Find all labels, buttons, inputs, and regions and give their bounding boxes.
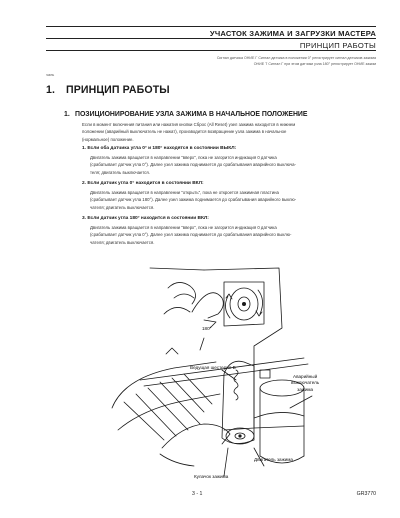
item-1-line: Двигатель зажима вращается в направлении "вверх", пока не загорится индикация 0 датчика xyxy=(90,155,277,160)
item-1-line: теля; двигатель выключается. xyxy=(90,169,150,175)
header-note-2: ОНИЕ Т Сигнал Г при этом датчики узла 180° регистрирует ОНИЕ зажим xyxy=(253,62,376,66)
item-1-title: 1. Если оба датчика угла 0° и 180° находятся в состоянии ВЫКЛ: xyxy=(82,146,237,151)
section-number: 1. xyxy=(46,84,56,96)
label-180-degrees: 180° xyxy=(202,326,212,331)
intro-line: положении (аварийный выключатель не нажат), производится возвращение узла зажима в начальное xyxy=(82,129,287,135)
label-clamp-motor: Двигатель зажима xyxy=(254,457,293,462)
header-rule-middle xyxy=(46,38,376,39)
header-rule-bottom xyxy=(46,50,376,51)
item-3-line: (срабатывает датчик угла 0°). Далее узел зажима поднимается до срабатывания аварийного выклю- xyxy=(90,232,292,238)
item-3-line: чателя; двигатель выключается. xyxy=(90,239,155,245)
item-2-line: (срабатывает датчик угла 180°). Далее узел зажима поднимается до срабатывания аварийного выклю- xyxy=(90,197,297,203)
label-emergency-line: зажима xyxy=(297,386,314,392)
label-emergency-line: Аварийный xyxy=(293,374,318,379)
header-note-1: Сигнал датчика ОНИЕ Г Сигнал датчика в положении 0° регистрирует сигнал датчиков зажима xyxy=(216,56,376,60)
intro-line: (нормальное) положение. xyxy=(82,136,134,142)
item-1-body xyxy=(90,154,362,176)
clamp-mechanism-illustration xyxy=(104,258,344,486)
label-drive-gear: Ведущая шестерня B xyxy=(190,365,236,370)
item-2-title: 2. Если датчик угла 0° находится в состоянии ВКЛ: xyxy=(82,181,204,186)
document-code: GR3770 xyxy=(356,491,376,497)
item-1-line: (срабатывает датчик угла 0°). Далее узел зажима поднимается до срабатывания аварийного выключа- xyxy=(90,162,296,168)
label-emergency-switch xyxy=(291,374,319,393)
header-reference: чаль xyxy=(46,73,55,77)
page-number: 3 - 1 xyxy=(192,491,203,497)
subsection-title: ПОЗИЦИОНИРОВАНИЕ УЗЛА ЗАЖИМА В НАЧАЛЬНОЕ ПОЛОЖЕНИЕ xyxy=(75,111,308,118)
header-rule-top xyxy=(46,26,376,27)
item-3-title: 3. Если датчик угла 180° находится в состоянии ВКЛ: xyxy=(82,216,209,221)
item-2-line: чателя; двигатель выключается. xyxy=(90,204,155,210)
item-3-body xyxy=(90,224,362,246)
item-2-line: Двигатель зажима вращается в направлении "открыть", пока не откроется зажимная пластина xyxy=(90,190,279,195)
intro-line: Если в момент включения питания или нажатия кнопки Сброс (All Reset) узел зажима находится в нижнем xyxy=(82,122,296,127)
header-title: УЧАСТОК ЗАЖИМА И ЗАГРУЗКИ МАСТЕРА xyxy=(209,29,376,38)
section-title: ПРИНЦИП РАБОТЫ xyxy=(66,84,170,96)
intro-paragraph xyxy=(82,121,360,143)
header-subtitle: ПРИНЦИП РАБОТЫ xyxy=(299,41,376,50)
subsection-heading xyxy=(64,111,307,118)
section-heading xyxy=(46,84,170,96)
label-clamp-cam: Кулачок зажима xyxy=(194,474,229,479)
item-3-line: Двигатель зажима вращается в направлении "вверх", пока не загорится индикация 0 датчика xyxy=(90,225,277,230)
label-emergency-line: выключатель xyxy=(291,380,320,386)
subsection-number: 1. xyxy=(64,111,70,118)
item-2-body xyxy=(90,189,362,211)
